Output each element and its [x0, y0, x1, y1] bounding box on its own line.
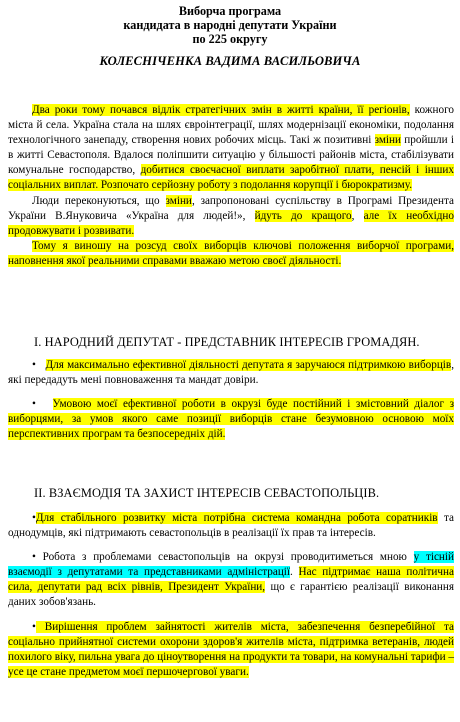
candidate-line: кандидата в народні депутати України — [123, 18, 337, 32]
list-item: • Для максимально ефективної діяльності депутата я заручаюся підтримкою виборців, які передадуть мені повноваження та мандат довіри. — [8, 359, 454, 387]
list-item: • Вирішення проблем зайнятості жителів міста, забезпечення безперебійної та соціально прийнятної системи охорони здоров'я жителів міста, підтримка ветеранів, людей похилого віку, пильна увага до ціноутворення на продукти та товари, на комунальні тарифи – усе це стане предметом моєї першочергової уваги. — [8, 620, 454, 678]
list-item: • Робота з проблемами севастопольців на окрузі проводитиметься мною у тісній взаємодії з депутатами та представниками адміністрації. Нас підтримає наша політична сила, депутати рад всіх рівнів, Президент України, що є гарантією реалізації виконання даних зобов'язань. — [8, 551, 454, 609]
list-item: • Умовою моєї ефективної роботи в окрузі буде постійний і змістовний діалог з виборцями, за умов якого саме позиції виборців стане безумовною основою моїх перспективних програм та безпосередніх дій. — [8, 398, 455, 441]
list-item: •Для стабільного розвитку міста потрібна система командна робота соратників та однодумців, які підтримають севастопольців в реалізації їх прав та інтересів. — [8, 512, 455, 540]
candidate-name: КОЛЕСНІЧЕНКА ВАДИМА ВАСИЛЬОВИЧА — [99, 54, 361, 68]
section-1-body — [8, 358, 454, 442]
intro-paragraph-3: Тому я виношу на розсуд своїх виборців ключові положення виборчої програми, наповнення якої реальними справами вважаю метою своєї діяльності. — [8, 239, 454, 267]
section-2-body — [8, 511, 454, 680]
program-title: Виборча програма — [178, 4, 282, 18]
section-1-title: І. НАРОДНИЙ ДЕПУТАТ - ПРЕДСТАВНИК ІНТЕРЕСІВ ГРОМАДЯН. — [34, 335, 420, 349]
intro-block — [8, 103, 454, 269]
district-line: по 225 округу — [192, 32, 268, 46]
header-block — [0, 4, 460, 69]
intro-paragraph-1: Два роки тому почався відлік стратегічних змін в житті країни, її регіонів, кожного міста й села. Україна стала на шлях євроінтеграції, шлях модернізації економіки, подолання технологічного занепаду, створення нових робочих місць. Такі ж позитивні зміни пройшли і в житті Севастополя. Вдалося поліпшити ситуацію у більшості районів міста, стабілізувати комунальне господарство, добитися своєчасної виплати заробітної плати, пенсій і інших соціальних виплат. Розпочато серйозну роботу з подолання корупції і бюрократизму. — [8, 104, 455, 192]
section-2-title: ІІ. ВЗАЄМОДІЯ ТА ЗАХИСТ ІНТЕРЕСІВ СЕВАСТОПОЛЬЦІВ. — [34, 486, 380, 500]
intro-paragraph-2: Люди переконуються, що зміни, запропоновані суспільству в Програмі Президента України В.Януковича «Україна для людей!», йдуть до кращого, але їх необхідно продовжувати і розвивати. — [8, 194, 455, 237]
